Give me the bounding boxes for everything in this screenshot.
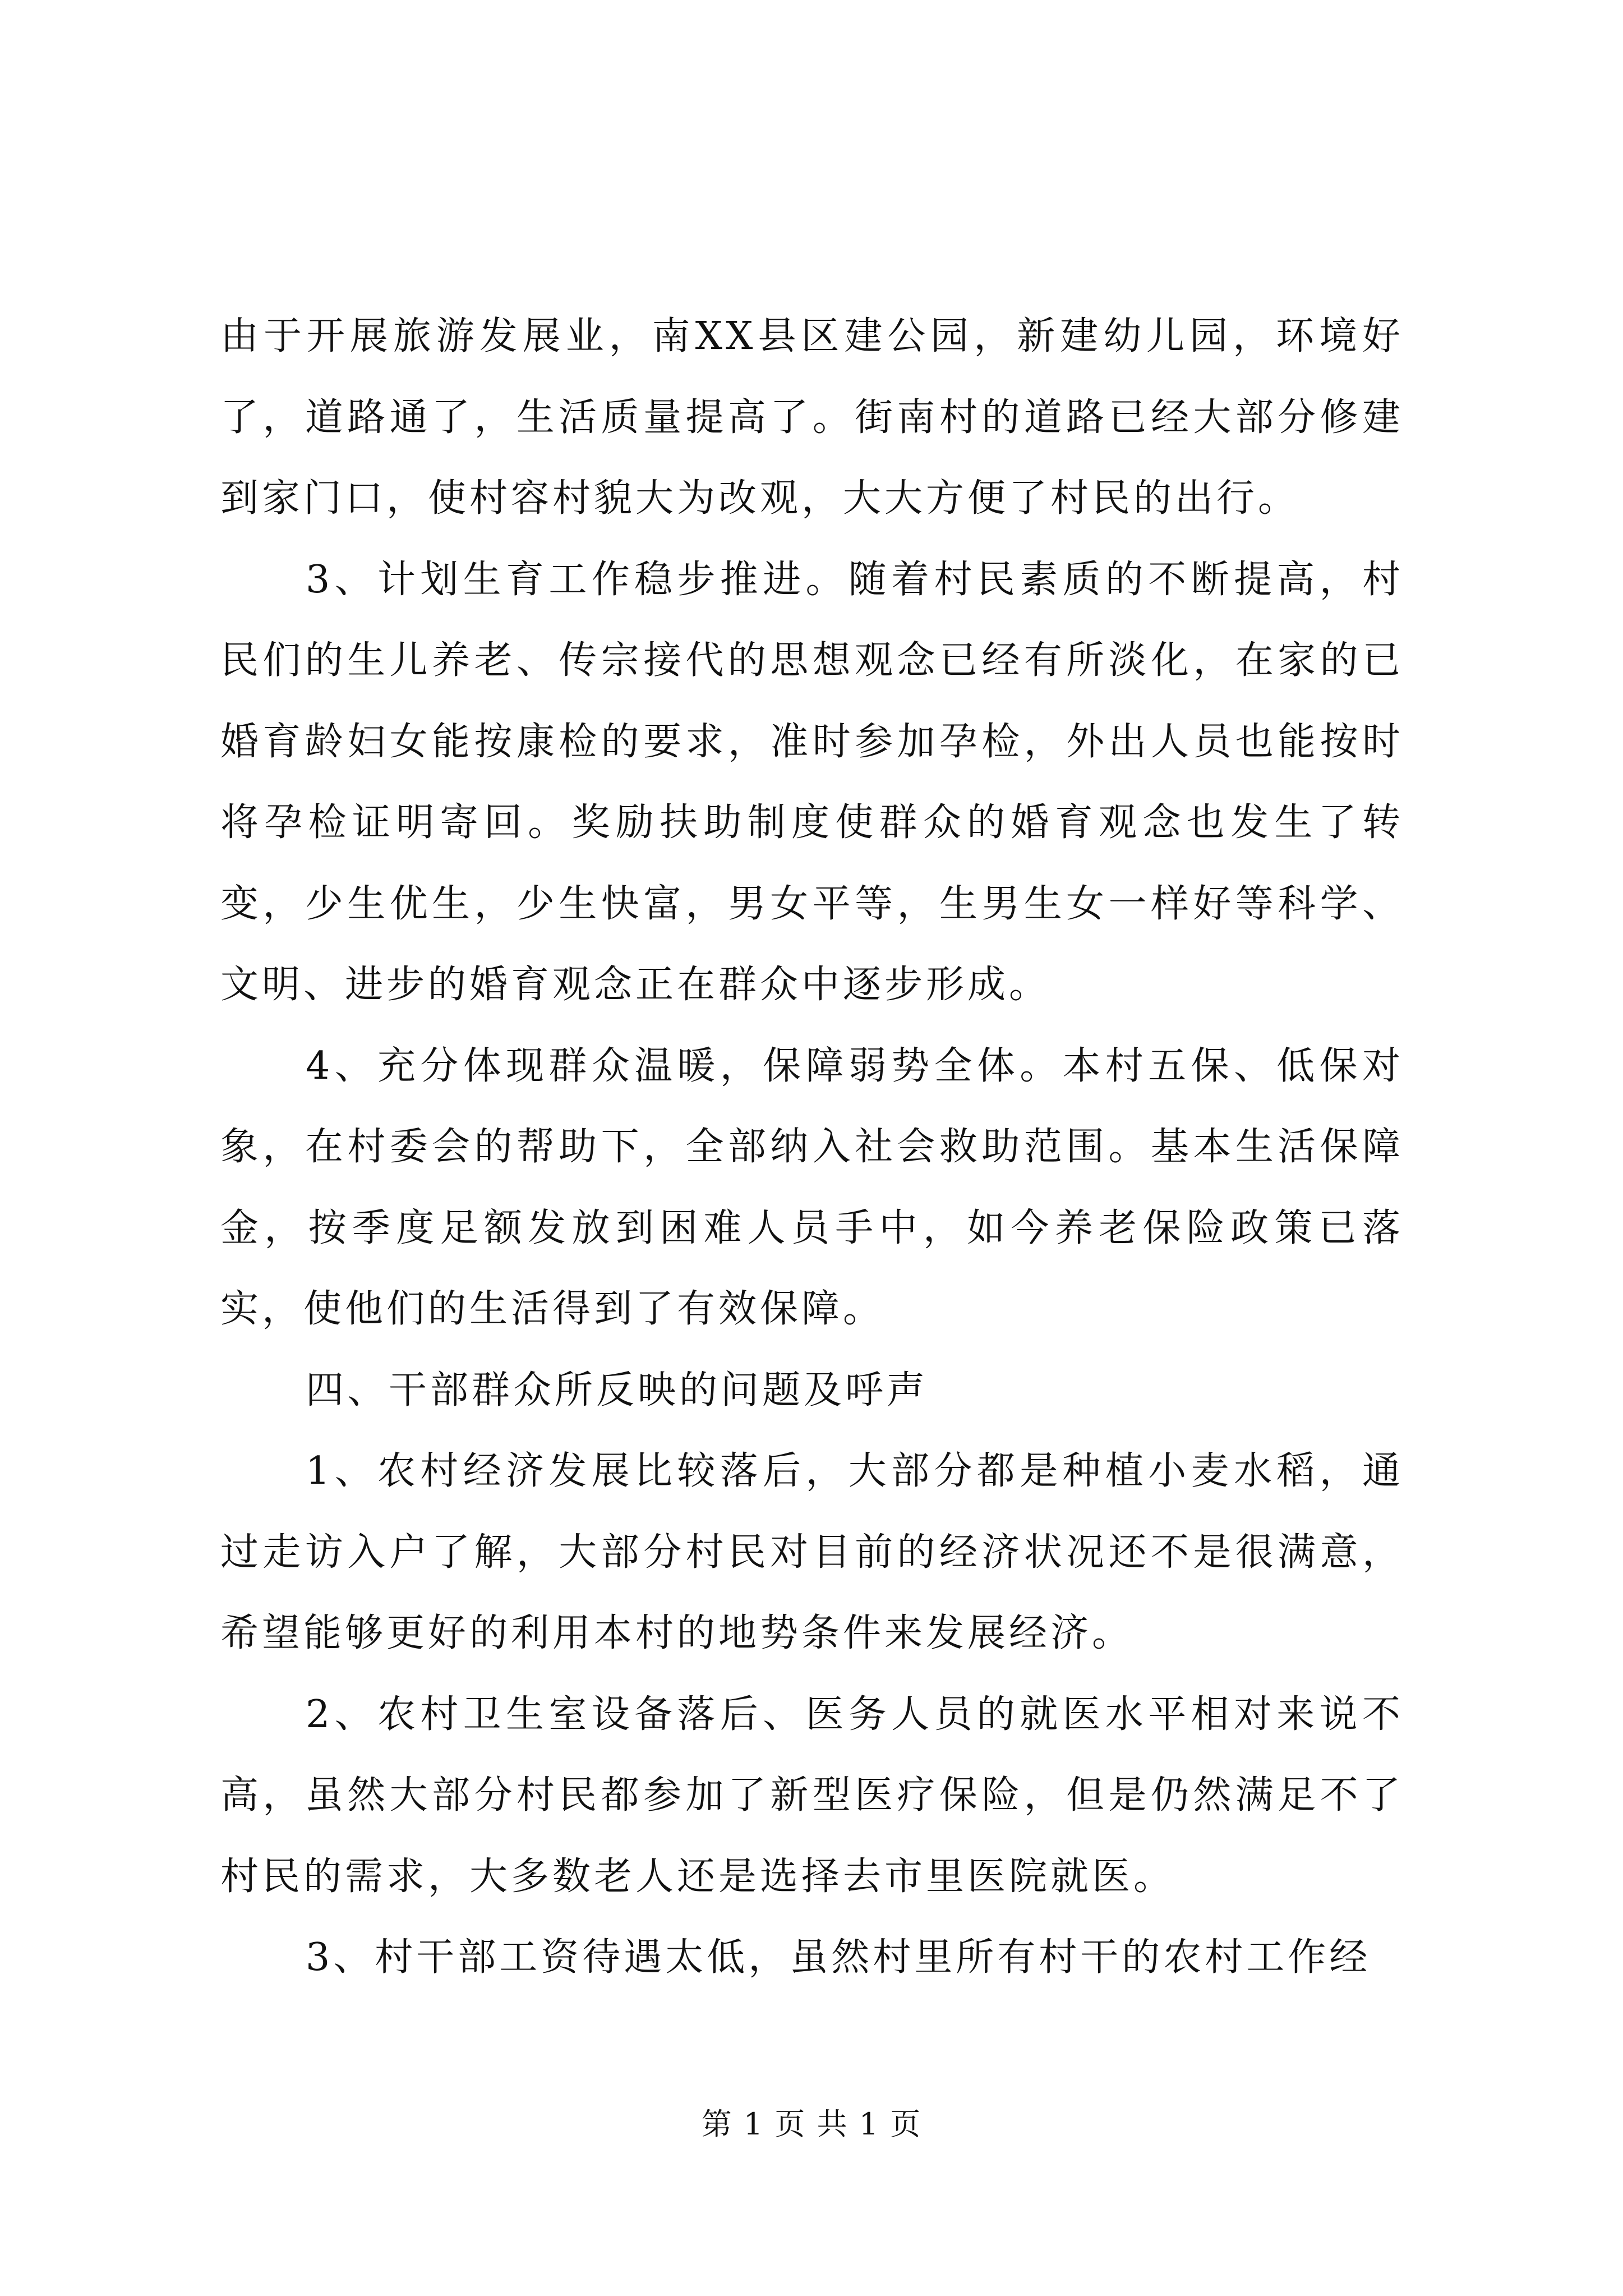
page-number-footer: 第 1 页 共 1 页 <box>701 2106 922 2142</box>
paragraph-family-planning: 3、计划生育工作稳步推进。随着村民素质的不断提高，村民们的生儿养老、传宗接代的思想观念已经有所淡化，在家的已婚育龄妇女能按康检的要求，准时参加孕检，外出人员也能按时将孕检证明寄回。奖励扶助制度使群众的婚育观念也发生了转变，少生优生，少生快富，男女平等，生男生女一样好等科学、文明、进步的婚育观念正在群众中逐步形成。 <box>220 557 1404 1007</box>
paragraph-medical-issue: 2、农村卫生室设备落后、医务人员的就医水平相对来说不高，虽然大部分村民都参加了新型医疗保险，但是仍然满足不了村民的需求，大多数老人还是选择去市里医院就医。 <box>220 1692 1404 1899</box>
paragraph-social-security: 4、充分体现群众温暖，保障弱势全体。本村五保、低保对象，在村委会的帮助下，全部纳入社会救助范围。基本生活保障金，按季度足额发放到困难人员手中，如今养老保险政策已落实，使他们的生活得到了有效保障。 <box>220 1043 1404 1331</box>
paragraph-development: 由于开展旅游发展业，南XX县区建公园，新建幼儿园，环境好了，道路通了，生活质量提高了。街南村的道路已经大部分修建到家门口，使村容村貌大为改观，大大方便了村民的出行。 <box>220 314 1404 521</box>
section-heading-issues: 四、干部群众所反映的问题及呼声 <box>306 1368 929 1412</box>
paragraph-cadre-wage-issue: 3、村干部工资待遇太低，虽然村里所有村干的农村工作经 <box>306 1935 1371 1980</box>
paragraph-economy-issue: 1、农村经济发展比较落后，大部分都是种植小麦水稻，通过走访入户了解，大部分村民对目前的经济状况还不是很满意，希望能够更好的利用本村的地势条件来发展经济。 <box>220 1449 1404 1655</box>
document-body <box>220 296 1404 1999</box>
